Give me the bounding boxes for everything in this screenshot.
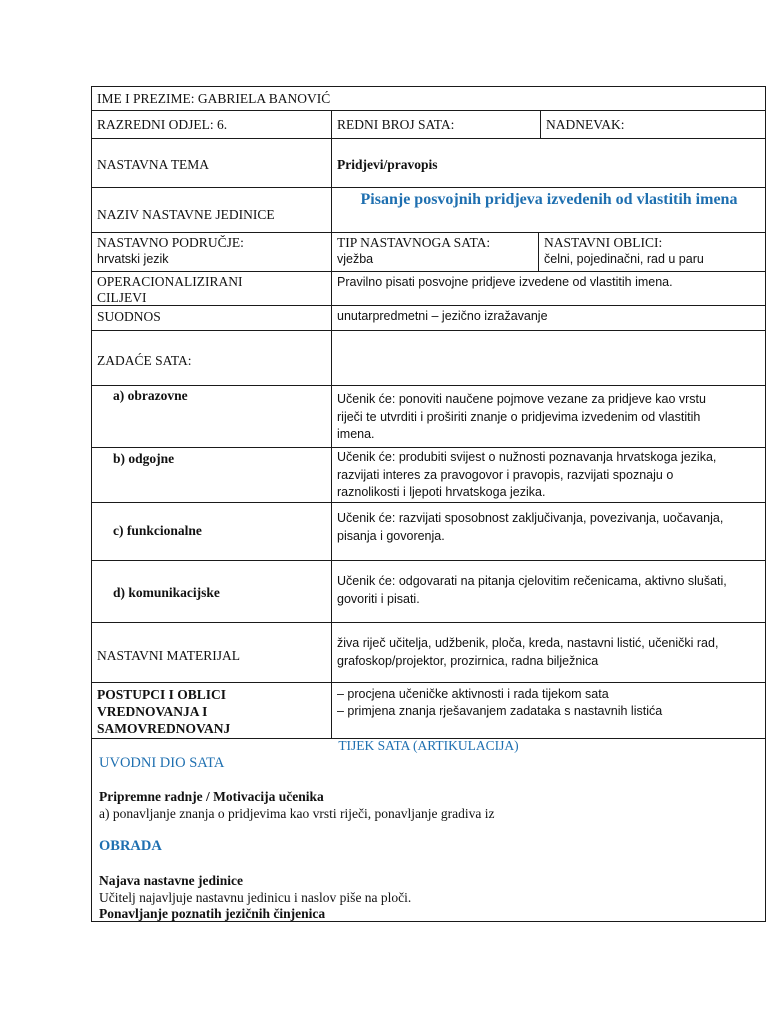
task-formative-label: b) odgojne xyxy=(113,451,175,466)
task-educational-label: a) obrazovne xyxy=(113,388,188,403)
column-divider xyxy=(538,232,539,271)
unit-label: NAZIV NASTAVNE JEDINICE xyxy=(97,207,275,222)
goals-label-line-2: CILJEVI xyxy=(97,290,147,305)
task-formative-text: Učenik će: produbiti svijest o nužnosti poznavanja hrvatskoga jezika, razvijati interes za pravogovor i pravopis, razvijati spoznaju o raznolikosti i ljepoti hrvatskoga jezika. xyxy=(337,450,717,499)
row-divider xyxy=(91,682,766,683)
area-value: hrvatski jezik xyxy=(97,252,169,266)
goals-label-line-1: OPERACIONALIZIRANI xyxy=(97,274,243,289)
task-functional-text: Učenik će: razvijati sposobnost zaključivanja, povezivanja, uočavanja, pisanja i govorenja. xyxy=(337,511,724,543)
goals-value: Pravilno pisati posvojne pridjeve izvedene od vlastitih imena. xyxy=(337,275,673,289)
lesson-plan-table xyxy=(91,86,766,922)
class-value: 6. xyxy=(217,117,228,132)
row-divider xyxy=(91,502,766,503)
row-divider xyxy=(91,138,766,139)
prep-heading: Pripremne radnje / Motivacija učenika xyxy=(99,789,324,804)
row-divider xyxy=(91,560,766,561)
topic-label: NASTAVNA TEMA xyxy=(97,157,210,172)
main-heading: OBRADA xyxy=(99,838,162,854)
topic-value: Pridjevi/pravopis xyxy=(337,157,438,172)
unit-title: Pisanje posvojnih pridjeva izvedenih od vlastitih imena xyxy=(360,191,738,208)
row-divider xyxy=(91,385,766,386)
announce-heading: Najava nastavne jedinice xyxy=(99,873,243,888)
materials-value: živa riječ učitelja, udžbenik, ploča, kreda, nastavni listić, učenički rad, grafoskop/projektor, prozirnica, radna bilježnica xyxy=(337,636,719,668)
evaluation-label-line-2: VREDNOVANJA I xyxy=(97,704,208,719)
task-communication-text: Učenik će: odgovarati na pitanja cjelovitim rečenicama, aktivno slušati, govoriti i pisati. xyxy=(337,574,727,606)
course-title: TIJEK SATA (ARTIKULACIJA) xyxy=(338,738,519,753)
task-communication-label: d) komunikacijske xyxy=(113,585,220,600)
materials-label: NASTAVNI MATERIJAL xyxy=(97,648,241,663)
class-field xyxy=(97,116,227,133)
row-divider xyxy=(91,447,766,448)
lesson-type-value: vježba xyxy=(337,252,374,266)
evaluation-label-line-1: POSTUPCI I OBLICI xyxy=(97,687,227,702)
announce-text: Učitelj najavljuje nastavnu jedinicu i naslov piše na ploči. xyxy=(99,890,412,905)
lesson-type-label: TIP NASTAVNOGA SATA: xyxy=(337,235,491,250)
evaluation-label-line-3: SAMOVREDNOVANJ xyxy=(97,721,231,736)
column-divider xyxy=(540,110,541,138)
teaching-forms-label: NASTAVNI OBLICI: xyxy=(544,235,663,250)
task-educational-text: Učenik će: ponoviti naučene pojmove vezane za pridjeve kao vrstu riječi te utvrditi i proširiti znanje o pridjevima izvedenim od vlastitih imena. xyxy=(337,392,706,441)
class-label: RAZREDNI ODJEL: xyxy=(97,117,214,132)
task-functional-label: c) funkcionalne xyxy=(113,523,202,538)
row-divider xyxy=(91,305,766,306)
evaluation-line-1: – procjena učeničke aktivnosti i rada tijekom sata xyxy=(337,687,609,701)
row-divider xyxy=(91,232,766,233)
tasks-label: ZADAĆE SATA: xyxy=(97,353,192,368)
intro-heading: UVODNI DIO SATA xyxy=(99,755,225,771)
row-divider xyxy=(91,187,766,188)
correlation-value: unutarpredmetni – jezično izražavanje xyxy=(337,309,548,323)
repeat-heading: Ponavljanje poznatih jezičnih činjenica xyxy=(99,906,326,921)
area-label: NASTAVNO PODRUČJE: xyxy=(97,235,244,250)
row-divider xyxy=(91,622,766,623)
row-divider xyxy=(91,110,766,111)
prep-text: a) ponavljanje znanja o pridjevima kao vrsti riječi, ponavljanje gradiva iz xyxy=(99,806,495,821)
student-name: IME I PREZIME: GABRIELA BANOVIĆ xyxy=(97,91,331,106)
column-divider xyxy=(331,110,332,738)
row-divider xyxy=(91,330,766,331)
correlation-label: SUODNOS xyxy=(97,309,161,324)
evaluation-line-2: – primjena znanja rješavanjem zadataka s nastavnih listića xyxy=(337,704,663,718)
teaching-forms-value: čelni, pojedinačni, rad u paru xyxy=(544,252,704,266)
date-label: NADNEVAK: xyxy=(546,117,625,132)
lesson-number-label: REDNI BROJ SATA: xyxy=(337,117,455,132)
row-divider xyxy=(91,271,766,272)
